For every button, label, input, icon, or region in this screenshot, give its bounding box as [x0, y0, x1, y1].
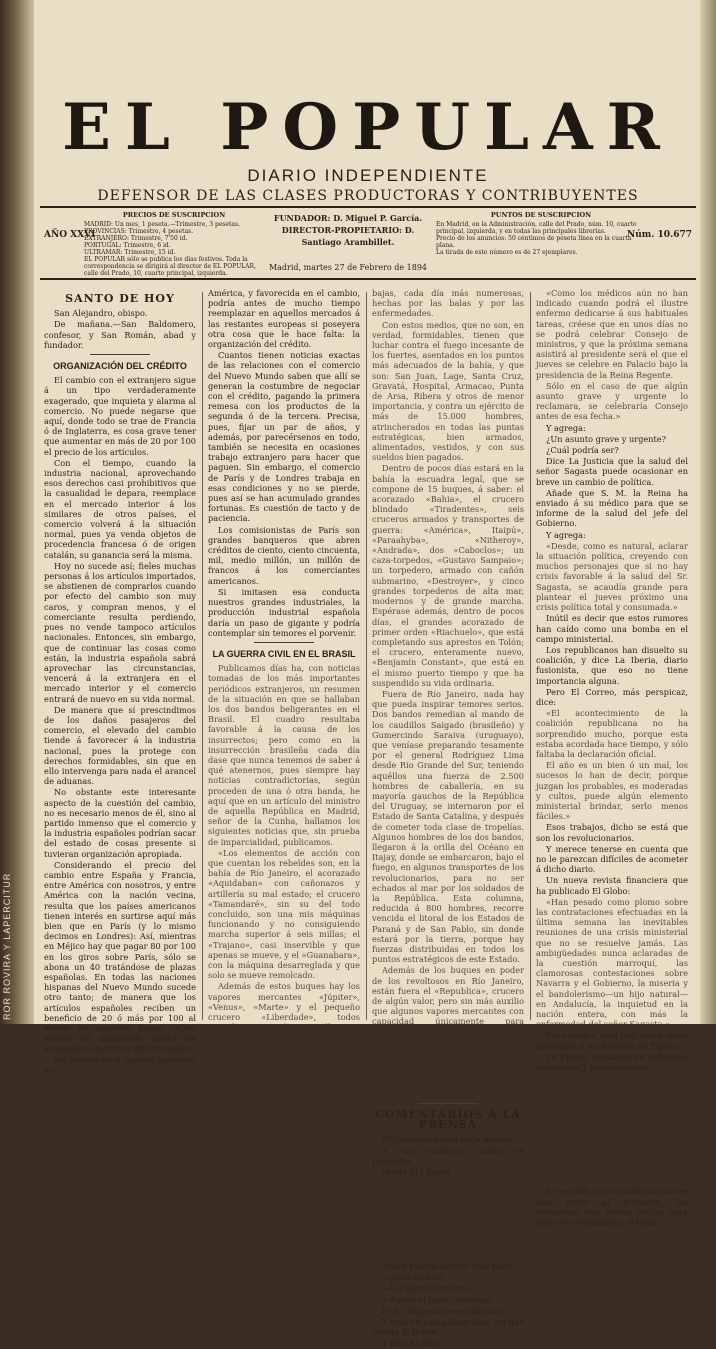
paragraph: Habla El Liberal:	[382, 1167, 453, 1178]
director-line: DIRECTOR-PROPIETARIO: D. Santiago Arambillet.	[281, 225, 415, 247]
paragraph: bajas, cada día más numerosas, hechas por las balas y por las enfermedades.	[372, 288, 524, 319]
paragraph: —Puede el baile continuar.	[382, 1294, 494, 1305]
paragraph: Y, sin embargo, nadie se preocupa.	[372, 1145, 524, 1166]
paragraph: Sólo en el caso de que algún asunto grave y urgente lo reclamara, se celebraría Consejo antes de esa fecha.»	[536, 380, 688, 422]
founder-line: FUNDADOR: D. Miguel P. García.	[273, 213, 423, 223]
points-box	[436, 212, 646, 256]
paragraph: Y merece tenerse en cuenta que no le parezcan difíciles de acometer á dicho diario.	[536, 843, 688, 875]
column-2	[208, 288, 360, 1311]
paragraph: Tienen además en la bahía dos islas artilladas (las islas Cobras y de Villegagnon), con una fuerza de 400 hombres á lo menos, comprendiendo en este número unos 50 oficiales.	[208, 1043, 360, 1105]
heading-credito: ORGANIZACIÓN DEL CRÉDITO	[53, 361, 187, 372]
column-3	[372, 288, 524, 1349]
paragraph: Los republicanos han disuelto su coalición, y dice La Iberia, diario fusionista, que eso no tiene importancia alguna.	[536, 644, 688, 686]
article-columns	[40, 288, 696, 1349]
paragraph: Cuantos tienen noticias exactas de las relaciones con el comercio del Nuevo Mundo saben que allí se generan la costumbre de negociar con el crédito, pagando la primera remesa con los productos de la segunda ó de la tercera. Precisa, pues, fijar un par de años, y además, por parecérsenos en todo, también se necesita en ocasiones trabajo extranjero para hacer que paguen. Sin embargo, el comercio de París y de Londres trabaja en esas condiciones y no se pierde, pues así se han acumulado grandes fortunas. Es cuestión de tacto y de paciencia.	[208, 350, 360, 524]
paragraph: ¿Un asunto grave y urgente?	[546, 433, 667, 444]
subscription-line: EL POPULAR sólo se publica los días festivos. Toda la correspondencia se dirigirá al director de EL POPULAR, calle del Prado, 10, cuarto principal, izquierda.	[84, 256, 256, 277]
column-4	[536, 288, 688, 1228]
paragraph: Esas plagas, casi casi van á dejar tamañitas á las famosas de Egipto.	[536, 1030, 688, 1051]
masthead-tagline: DEFENSOR DE LAS CLASES PRODUCTORAS Y CONTRIBUYENTES	[97, 188, 639, 204]
paragraph: El Gobierno cuenta con un ejército de 20.000 hombres en los Estados de Río Grande, Santa Catalina, Paraná y San Pablo, divididos en varias columnas, cuyos movimientos son combinados.»	[372, 1037, 524, 1099]
column-rule	[366, 292, 367, 1020]
paragraph: América, y favorecida en el cambio, podría antes de mucho tiempo reemplazar en aquellos mercados á las restantes europeas si poseyera otra cosa que le hace falta: la organización del crédito.	[208, 288, 360, 350]
paragraph: De mañana.—San Baldomero, confesor, y San Román, abad y fundador.	[44, 319, 196, 350]
separator	[90, 354, 151, 355]
masthead-subtitle: DIARIO INDEPENDIENTE	[247, 166, 489, 185]
points-line: La tirada de este número es de 27 ejemplares.	[436, 249, 578, 256]
paragraph: Ahora podría decirse muy bien:	[382, 1260, 513, 1271]
paragraph: «Como los médicos aún no han indicado cuando podrá el ilustre enfermo dedicarse á sus habituales tareas, créese que en unos días no se podrá celebrar Consejo de ministros, y que la próxima semana asistirá al presidente será el que el jueves se celebre en Palacio bajo la presidencia de la Reina Regente.	[536, 288, 688, 380]
paragraph: —¿Qué es eso?	[382, 1272, 445, 1283]
paragraph: Además de estos buques hay los vapores mercantes «Júpiter», «Venus», «Marte» y el pequeño crucero «Liberdade», todos armados con cañones-revólvers y ametralladoras.	[208, 981, 360, 1043]
separator	[418, 1103, 479, 1104]
paragraph: La Época, hablando de reformas, economías y presupuestos:	[536, 1051, 688, 1073]
spine-label: ROR ROVIRA Y LAPERCITUR	[2, 872, 12, 1020]
paragraph: Y agrega:	[546, 422, 586, 433]
issue-number: Núm. 10.677	[626, 230, 692, 240]
paragraph: Pero El Correo, más perspicaz, dice:	[536, 686, 688, 707]
masthead-title: EL POPULAR	[62, 90, 674, 165]
masthead	[36, 92, 700, 204]
paragraph: Esto es lo que tienen los insurrectos. Lo que no tienen es una pulgada de territorio en tierra firme, ni la mayor más de la bahía, ni del Gobernador (con cinco leguas de perímetro), que está ocupada por tropas del Gobierno; agua potable para sus necesidades, puesto que desde el agua saladas y era á surtirse de ella, cuando pueden, con grandes dificultades y peligros, en el río Macacú; víveres, que de ella son escasas, porque difícilmente pueden recibir algunos por contrabando y por el litoral de la bahía, todo en poder del Gobierno y nosotros, tampoco vigilados.	[208, 1105, 360, 1280]
paragraph: No pueden reparar los municiones consumidas; tampoco tienen medios de cubrir las	[208, 1280, 360, 1311]
paragraph: Fuera de Río Janeiro, nada hay que pueda inspirar temores serios. Dos bandos remedian al mando de los caudillos Saigado (brasileño) y Gumercindo Saraiva (uruguayo), que veníase preparando tesamente por el general Rodríguez Lima desde Río Grande del Sur, teniendo aquéllos una fuerza de 2.500 hombres de caballería, en su mayoría gauchos de la República del Uruguay, se internaron por el Estado de Santa Catalina, y después de cometer toda clase de tropelías. Algunos hombres de los dos bandos, llegaron á la orilla del Océano en Itajay, donde se embarcaron, bajo el fuego, en algunos transportes de los revolucionarios, para no ser echados al mar por los soldados de la República. Esta columna, reducida á 800 hombres, recorre vencida el litoral de los Estados de Paraná y de San Pablo, sin donde estará por la tierra, porque hay fuerzas distribuidas en todos los puntos estratégicos de este Estado.	[372, 688, 524, 965]
paragraph: Los comisionistas de París son grandes banqueros que abren créditos de ciento, ciento cincuenta, mil, medio millón, un millón de francos á los comerciantes americanos.	[208, 524, 360, 586]
paragraph: Es verdad; pero cuando no ocurre eso, como al presente, las economías son meras trallas para todos los organismos del país.	[536, 1186, 688, 1228]
paragraph: Inútil es decir que estos rumores han caído como una bomba en el campo ministerial.	[536, 613, 688, 644]
paragraph: El fusionismo está en la agonía.	[382, 1134, 514, 1145]
paragraph: No tendría rival nuestra industria en	[44, 1054, 196, 1075]
paragraph: Con estos medios, que no son, en verdad, formidables, tienen que luchar contra el fuego incesante de los fuertes, asentados en los puntos más adecuados de la bahía, y que son: San Juan, Lage, Santa Cruz, Gravatá, Hospital, Armacao, Punta de Arsa, Ribera y otros de menor importancia, y contra un ejército de más de 15.000 hombres, atrincherados en todas las puntas estratégicas, bien armados, alimentados, vestidos, y con sus sueldos bien pagados.	[372, 319, 524, 463]
column-rule	[530, 292, 531, 1020]
info-bar	[40, 206, 696, 280]
paragraph: —Un partido muerto.	[382, 1283, 471, 1294]
points-header: PUNTOS DE SUSCRIPCION	[490, 211, 592, 219]
paragraph: Hoy no sucede así; fieles muchas personas á los artículos importados, se abstienen de comprarlos cuando por efecto del cambio son muy caros, y compran menos, y el comerciante resulta perdiendo, pues no vende tampoco artículos nacionales. Entonces, sin embargo, que de continuar las cosas como están, la industria española sabrá aprovechar las circunstancias, vencerá á la extranjera en el mercado interior y el comercio entrará de nuevo en su vida normal.	[44, 560, 196, 704]
page-edge	[700, 0, 716, 1024]
column-rule	[202, 292, 203, 1020]
paragraph: El año es un bien ó un mal, los sucesos lo han de decir, porque juzgan los probables, es moderadas y cultos, puede algún elemento ministerial brindar, serlo menos fáciles.»	[536, 760, 688, 822]
paragraph: Publicamos días ha, con noticias tomadas de los más importantes periódicos extranjeros, un resumen de la situación en que se hallaban los dos bandos beligerantes en el Brasil. El cuadro resultaba favorable á la causa de los insurrectos; pero como en la insurrección brasileña cada día dase que nunca tenemos de saber á qué atenernos, pues siempre hay noticias contradictorias, según proceden de una ó otra banda, he aquí que en un artículo del ministro de aquella República en Madrid, señor de la Cunha, hallamos los siguientes noticias que, sin prueba de imparcialidad, publicamos.	[208, 663, 360, 847]
subscription-line: PORTUGAL: Trimestre, 6 id.	[84, 242, 171, 249]
editorial-box	[268, 212, 428, 271]
subscription-line: ULTRAMAR: Trimestre, 15 id.	[84, 249, 176, 256]
paragraph: Esos trabajos, dicho se está que son los revolucionarios.	[536, 822, 688, 843]
paragraph: «El acontecimiento de la coalición republicana no ha sorprendido mucho, porque esta estaba acordada hace tiempo, y sólo faltaba la declaración oficial.	[536, 708, 688, 759]
paragraph: Dentro de pocos días estará en la bahía la escuadra legal, que se compone de 15 buques, á saber: el acorazado «Bahia», el crucero blindado «Tiradentes», seis cruceros armados y transportes de guerra: «América», Itaipú», «Paraahyba», «Nitheroy», «Andrada», dos «Caboclos»; un caza-torpedos, «Gustavo Sampaio»; un torpedero, armado con cañón submarino, «Destroyer», y cinco grandes torpederos de alta mar, modernos y de grande marcha. Espérase además, dentro de pocos días, el grandes acorazado de primer orden «Riachuelo», que está completando sus aprestos en Tolón; el crucero, enteramente nuevo, «Benjamín Constant», que está en el mismo puerto tiempo y que ha suspendido su vida ordinaria.	[372, 463, 524, 688]
paragraph: El cambio con el extranjero sigue á un tipo verdaderamente exagerado, que inquieta y alarma al comercio. No puede negarse que aquí, donde todo se trae de Francia ó de Inglaterra, es cosa grave tener que aumentar en más de 20 por 100 el precio de los artículos.	[44, 375, 196, 457]
paragraph: Considerando el precio del cambio entre España y Francia, entre América con nosotros, y entre América con la nación vecina, resulta que los países americanos tienen interés en surtirse aquí más bien que en París (y lo mismo decimos en Londres): Así, mientras en Méjico hay que pagar 80 por 100 en los giros sobre París, sólo se abona un 40 tratándose de plazas españolas. En todas las naciones hispanas del Nuevo Mundo sucede otro tanto; de manera que los artículos españoles reciben un beneficio de 20 ó más por 100 al entrar en aquellos países. ¿Qué nación ha disfrutado nunca de semejantes derechos diferenciales?	[44, 859, 196, 1054]
year-label: AÑO XXVI	[44, 230, 96, 240]
heading-brasil: LA GUERRA CIVIL EN EL BRASIL	[212, 648, 356, 659]
paragraph: «Han pesado como plomo sobre las contrataciones efectuadas en la última semana las inevitables reuniones de una crisis ministerial que no se resuelve jamás. Las ambigüedades nunca aclaradas de la cuestión marroquí, las clamorosas contestaciones sobre Navarra y el Gobierno, la miseria y el bandolerismo—un hijo natural—en Andalucía, la inquietud en la nación entera, con más la enfermedad del señor Sagasta.»	[536, 896, 688, 1030]
paragraph: «Los elementos de acción con que cuentan los rebeldes son, en la bahía de Río Janeiro, el acorazado «Aquidaban» con cañonazos y artillería su mal estado; el crucero «Tamandaré», sin su del todo concluido, son una mis máquinas funcionando y no consiguiendo marcha superior á seis millas; el «Trajano», casi inservible y que apenas se mueve, y el «Guanabara», con la máquina desarreglada y que solo se mueve remolcado.	[208, 847, 360, 981]
subscription-line: MADRID: Un mes, 1 peseta.—Trimestre, 3 pesetas.	[84, 221, 240, 228]
subscription-line: EXTRANJERO: Trimestre, 7'50 id.	[84, 235, 188, 242]
heading-comentarios: COMENTARIOS Á LA PRENSA	[375, 1108, 521, 1132]
paragraph: San Alejandro, obispo.	[54, 308, 148, 319]
paragraph: De manera que sí prescindimos de los daños pasajeros del comercio, el elevado del cambio tiende á favorecer á la industria nacional, pues la protege con derechos formidables, sin que en ello intervenga para nada el arancel de aduanas.	[44, 704, 196, 787]
paragraph: No obstante este interesante aspecto de la cuestión del cambio, no es necesario menos de él, sino al partido inmenso que el comercio y la industria españoles podrían sacar del estado de cosas presente si tuvieran organización apropiada.	[44, 787, 196, 859]
paragraph: Dice La Justicia que la salud del señor Sagasta puede ocasionar en breve un cambio de política.	[536, 456, 688, 487]
subscription-line: PROVINCIAS: Trimestre, 4 pesetas.	[84, 228, 194, 235]
paragraph: Además de los buques en poder de los revoltosos en Río Janeiro, están fuera el «Republica», crucero de algún valor, pero sin más auxilio que algunos vapores mercantes con capacidad únicamente para transportes.	[372, 965, 524, 1037]
paragraph: «Nada nuevo. Las mismas actitudes, iguales temores por parte de los ministeriales é idénticas preocupaciones por los fusionistas más ó menos importantes, que juzgan que la crisis del ministerio puede revestir los caracteres de una crisis del partido liberal.»	[372, 1178, 524, 1260]
issue-date: Madrid, martes 27 de Febrero de 1894	[268, 263, 428, 272]
newspaper-sheet	[36, 0, 700, 1349]
paragraph: Y está en cama hace días, sin que remita la fiebre.	[372, 1316, 524, 1338]
paragraph: ¿Cuál podría ser?	[546, 445, 619, 456]
paragraph: Y dice El Día:	[382, 1338, 438, 1349]
paragraph: Un nueva revista financiera que ha publicado El Globo:	[536, 875, 688, 896]
points-line: En Madrid, en la Administración, calle del Prado, núm. 10, cuarto principal, izquierda, y en todas las principales librerías.	[436, 221, 637, 235]
paragraph: Con el tiempo, cuando la industria nacional, aprovechando esos derechos casi prohibitivos que la casualidad le depara, reemplace en el mercado interior á los similares de otros países, el comercio volverá á la situación normal, pues ya venda objetos de procedencia francesa ó de origen catalán, su ganancia será la misma.	[44, 457, 196, 560]
paragraph: Y agrega:	[546, 529, 586, 540]
book-binding	[0, 0, 34, 1024]
paragraph: Si imitasen esa conducta nuestros grandes industriales, la producción industrial española daría un paso de gigante y podría contemplar sin temores el porvenir.	[208, 586, 360, 638]
paragraph: El Sr. Sagasta tiene calentura.	[382, 1305, 509, 1316]
heading-santo: SANTO DE HOY	[65, 292, 175, 305]
separator	[254, 642, 315, 643]
paragraph: Añade que S. M. la Reina ha enviado á su médico para que se informe de la salud del jefe del Gobierno.	[536, 487, 688, 529]
paragraph: «Desde, como es natural, aclarar la situación política, creyendo con muchos personajes que si no hay crisis favorable á la salud del Sr. Sagasta, se acaudía grande para plantear el jueves próximo una crisis política total y consumada.»	[536, 540, 688, 613]
subscription-box	[84, 212, 264, 277]
column-1	[44, 288, 196, 1075]
points-line: Precio de los anuncios: 50 céntimos de peseta línea en la cuarta plana.	[436, 235, 632, 249]
paragraph: «Cuando las economías surgen de un plan maduramente concebido; de una reforma bien estudiada, la previsión evita perturbaciones en los servicios y lesión en los intereses de clase, más respetable á veces colectivos. Sólo son semejantes cautelas y con tan solícitas prudencias pueden ser realizables, efectivas y beneficiosas las economías del presupuesto.»	[536, 1073, 688, 1186]
subscription-header: PRECIOS DE SUSCRIPCION	[122, 211, 226, 219]
